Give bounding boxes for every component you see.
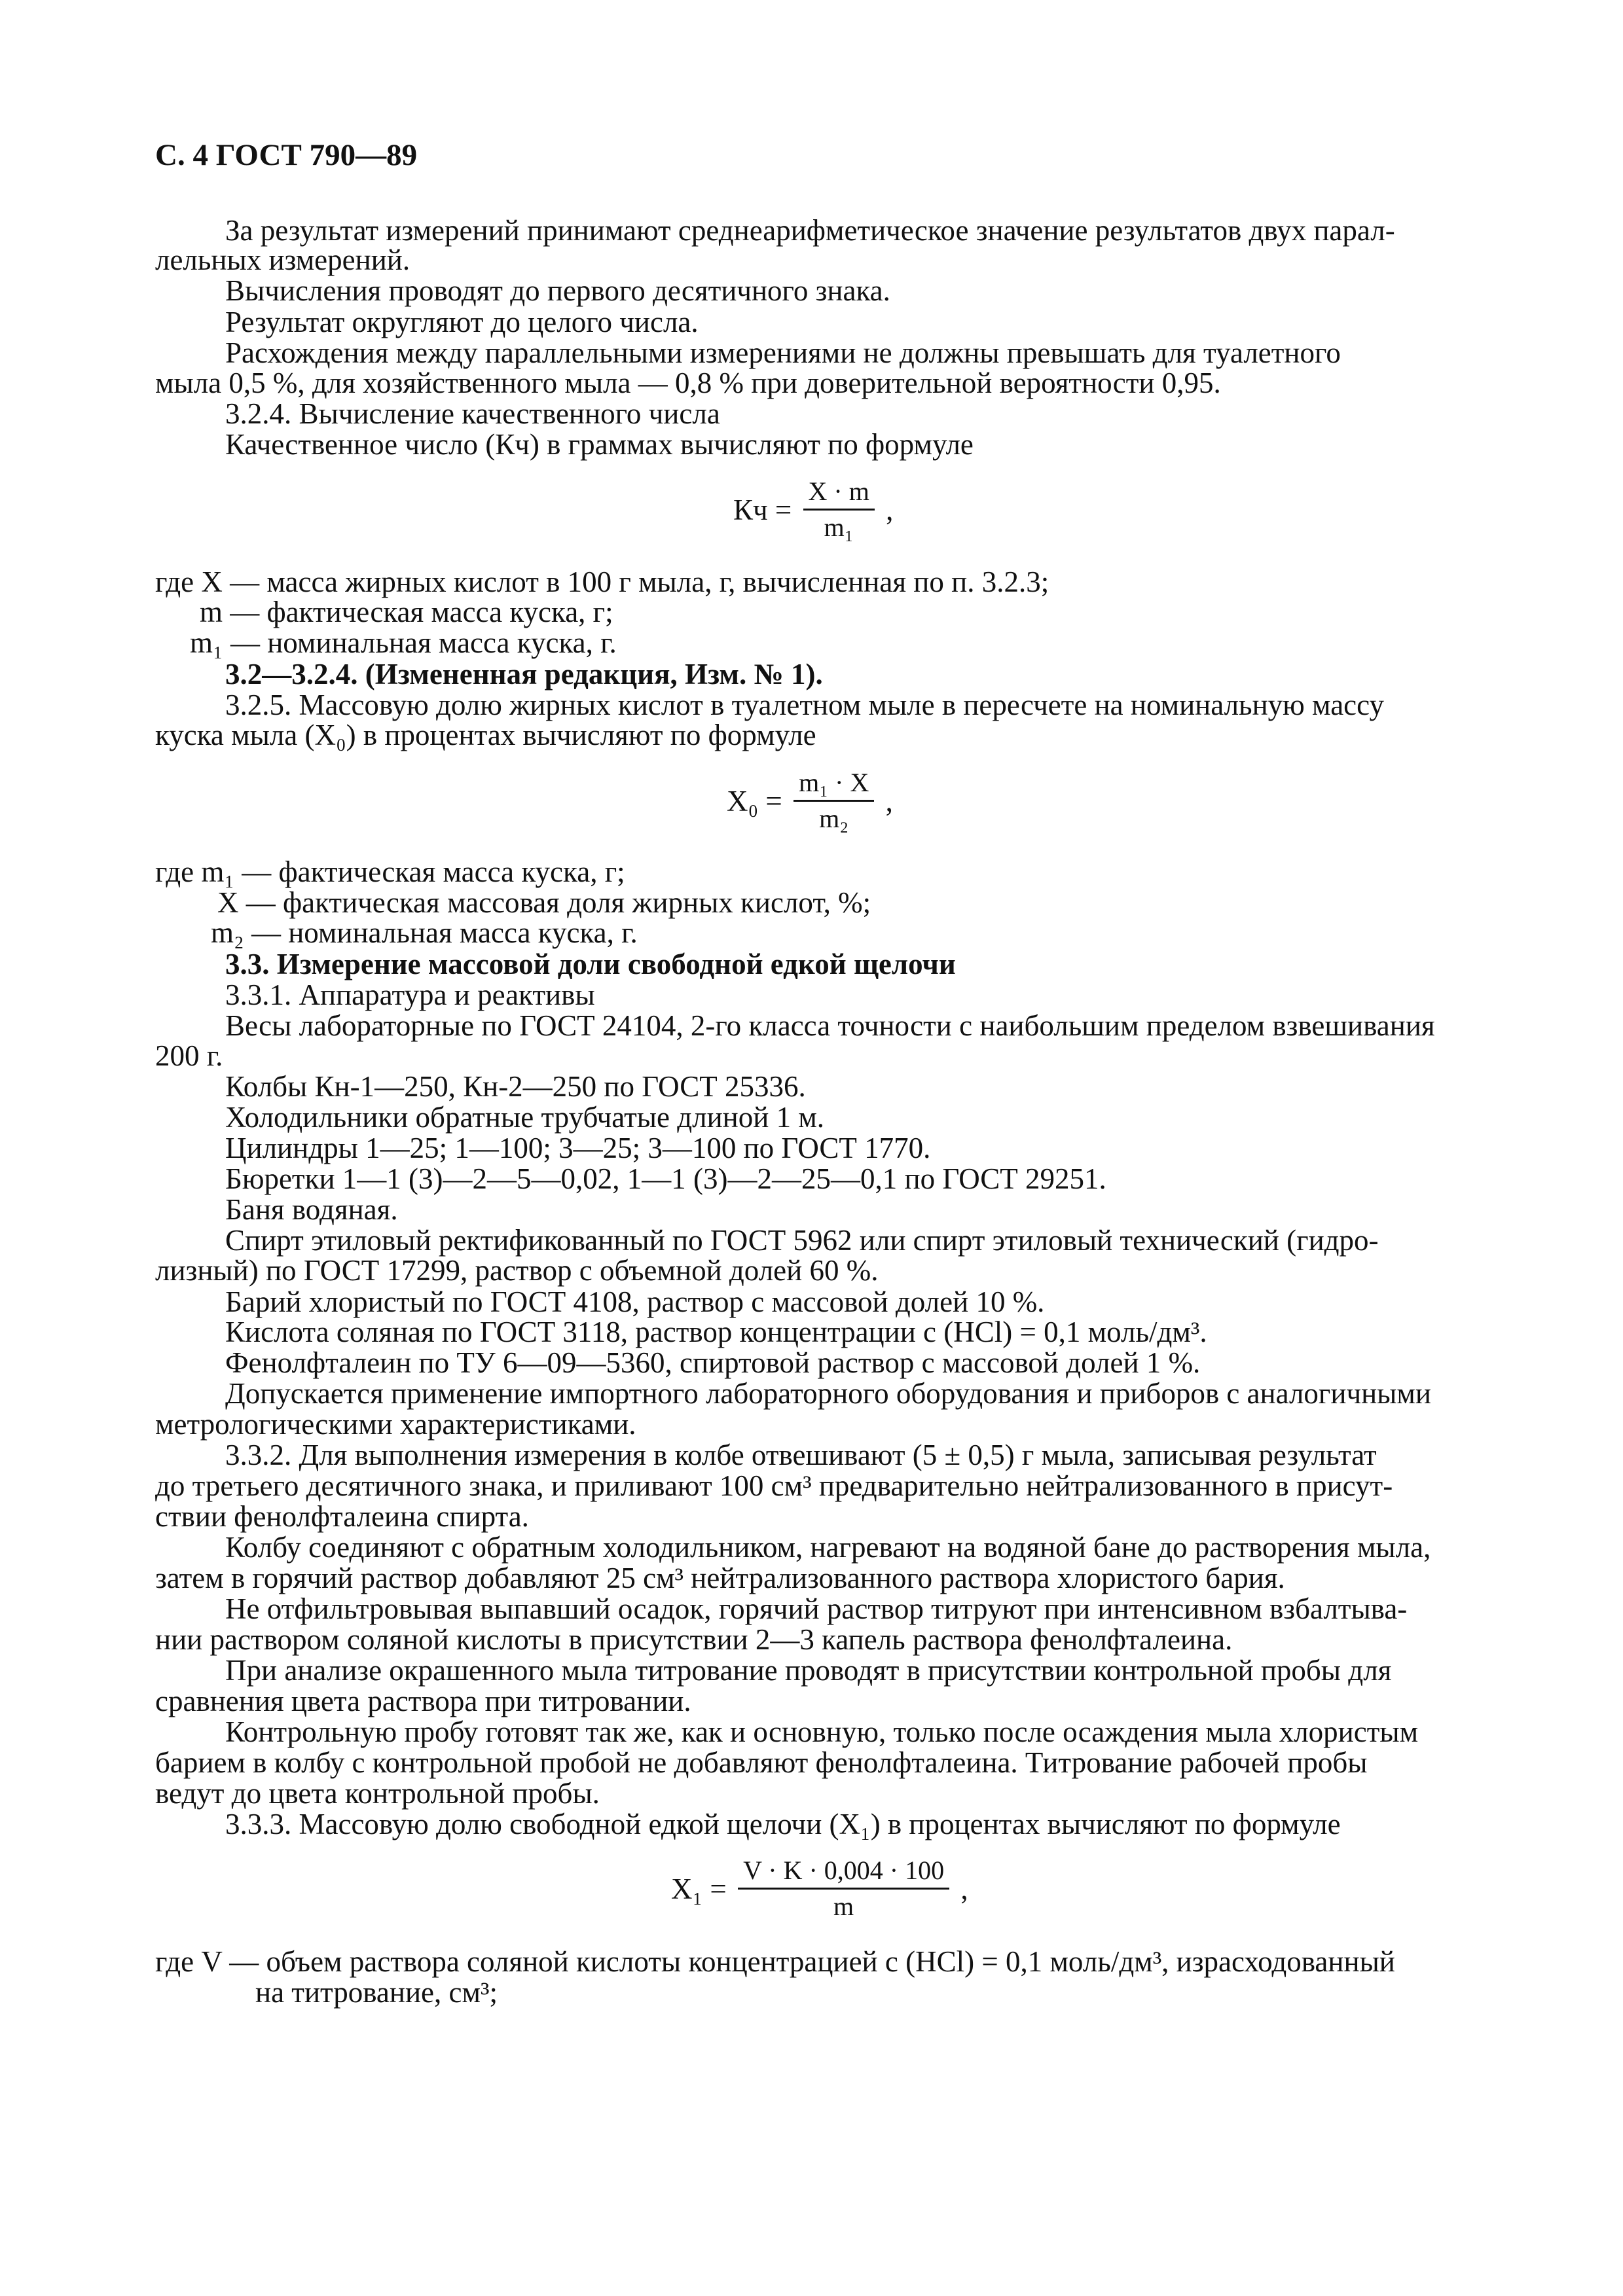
formula-lhs: X₁ = (671, 1872, 727, 1905)
text-line: При анализе окрашенного мыла титрование проводят в присутствии контрольной пробы для (225, 1654, 1392, 1687)
text-line: Колбы Кн-1—250, Кн-2—250 по ГОСТ 25336. (225, 1070, 806, 1103)
text-line: Результат округляют до целого числа. (225, 306, 699, 338)
formula-lhs: X₀ = (727, 784, 782, 817)
text-line: 3.3.2. Для выполнения измерения в колбе отвешивают (5 ± 0,5) г мыла, записывая результат (225, 1439, 1377, 1471)
formula-lhs: Кч = (733, 493, 792, 526)
text-line: Барий хлористый по ГОСТ 4108, раствор с массовой долей 10 %. (225, 1285, 1045, 1318)
text-line: мыла 0,5 %, для хозяйственного мыла — 0,8 % при доверительной вероятности 0,95. (155, 367, 1221, 399)
formula-tail: , (885, 784, 893, 817)
text-line: где X — масса жирных кислот в 100 г мыла, г, вычисленная по п. 3.2.3; (155, 565, 1049, 598)
text-line: ствии фенолфталеина спирта. (155, 1500, 529, 1533)
text-line: куска мыла (X₀) в процентах вычисляют по формуле (155, 719, 816, 751)
formula-fraction (793, 766, 874, 836)
formula-fraction (803, 475, 875, 545)
formula-tail: , (960, 1872, 968, 1905)
text-line: Спирт этиловый ректификованный по ГОСТ 5962 или спирт этиловый технический (гидро- (225, 1224, 1379, 1257)
formula-tail: , (886, 493, 894, 526)
section-heading: 3.3. Измерение массовой доли свободной едкой щелочи (225, 948, 956, 980)
text-line: лельных измерений. (155, 243, 410, 276)
formula-numerator: V · K · 0,004 · 100 (738, 1854, 949, 1890)
text-line: Не отфильтровывая выпавший осадок, горячий раствор титруют при интенсивном взбалтыва- (225, 1592, 1408, 1625)
text-line: 3.2—3.2.4. (Измененная редакция, Изм. № 1). (225, 658, 823, 691)
text-line: m₁ — номинальная масса куска, г. (190, 626, 617, 659)
text-line: Кислота соляная по ГОСТ 3118, раствор концентрации с (HCl) = 0,1 моль/дм³. (225, 1316, 1207, 1348)
page-header: С. 4 ГОСТ 790—89 (155, 138, 418, 172)
text-line: Цилиндры 1—25; 1—100; 3—25; 3—100 по ГОСТ 1770. (225, 1132, 931, 1164)
text-line: 200 г. (155, 1039, 223, 1072)
text-line: Качественное число (Кч) в граммах вычисляют по формуле (225, 428, 974, 461)
formula-denominator: m₂ (819, 804, 849, 833)
formula-fraction (738, 1854, 949, 1924)
formula-numerator: X · m (803, 475, 875, 511)
text-line: 3.3.1. Аппаратура и реактивы (225, 978, 595, 1011)
formula-denominator: m (833, 1892, 854, 1921)
text-line: нии раствором соляной кислоты в присутствии 2—3 капель раствора фенолфталеина. (155, 1623, 1233, 1656)
text-line: 3.3.3. Массовую долю свободной едкой щелочи (X₁) в процентах вычисляют по формуле (225, 1808, 1341, 1840)
text-line: 3.2.4. Вычисление качественного числа (225, 397, 720, 430)
text-line: затем в горячий раствор добавляют 25 см³ нейтрализованного раствора хлористого бария. (155, 1562, 1285, 1594)
text-line: X — фактическая массовая доля жирных кислот, %; (217, 886, 871, 919)
text-line: сравнения цвета раствора при титровании. (155, 1685, 691, 1717)
text-line: до третьего десятичного знака, и приливают 100 см³ предварительно нейтрализованного в присут- (155, 1469, 1393, 1502)
text-line: где m₁ — фактическая масса куска, г; (155, 855, 625, 888)
formula-denominator: m₁ (824, 512, 854, 542)
text-line: Холодильники обратные трубчатые длиной 1 м. (225, 1101, 825, 1134)
text-line: Фенолфталеин по ТУ 6—09—5360, спиртовой раствор с массовой долей 1 %. (225, 1346, 1201, 1379)
text-line: Бюретки 1—1 (3)—2—5—0,02, 1—1 (3)—2—25—0,1 по ГОСТ 29251. (225, 1162, 1106, 1195)
text-line: Весы лабораторные по ГОСТ 24104, 2-го класса точности с наибольшим пределом взвешивания (225, 1009, 1435, 1042)
text-line: 3.2.5. Массовую долю жирных кислот в туалетном мыле в пересчете на номинальную массу (225, 689, 1385, 721)
text-line: Колбу соединяют с обратным холодильником, нагревают на водяной бане до растворения мыла, (225, 1531, 1431, 1564)
text-line: лизный) по ГОСТ 17299, раствор с объемной долей 60 %. (155, 1254, 879, 1287)
text-line: За результат измерений принимают среднеарифметическое значение результатов двух парал- (225, 214, 1395, 247)
text-line: на титрование, см³; (255, 1976, 498, 2009)
text-line: Допускается применение импортного лабораторного оборудования и приборов с аналогичными (225, 1377, 1431, 1410)
text-line: Вычисления проводят до первого десятичного знака. (225, 274, 890, 307)
text-line: Баня водяная. (225, 1193, 398, 1226)
text-line: барием в колбу с контрольной пробой не добавляют фенолфталеина. Титрование рабочей пробы (155, 1746, 1368, 1779)
formula-x0 (727, 766, 893, 836)
text-line: ведут до цвета контрольной пробы. (155, 1777, 600, 1810)
text-line: Расхождения между параллельными измерениями не должны превышать для туалетного (225, 336, 1341, 369)
text-line: m₂ — номинальная масса куска, г. (211, 916, 638, 949)
text-line: где V — объем раствора соляной кислоты концентрацией с (HCl) = 0,1 моль/дм³, израсходованный (155, 1945, 1395, 1978)
text-line: метрологическими характеристиками. (155, 1408, 636, 1441)
formula-kch (733, 475, 893, 545)
formula-x1 (671, 1854, 968, 1924)
text-line: Контрольную пробу готовят так же, как и основную, только после осаждения мыла хлористым (225, 1715, 1419, 1748)
formula-numerator: m₁ · X (793, 766, 874, 802)
text-line: m — фактическая масса куска, г; (200, 596, 613, 628)
